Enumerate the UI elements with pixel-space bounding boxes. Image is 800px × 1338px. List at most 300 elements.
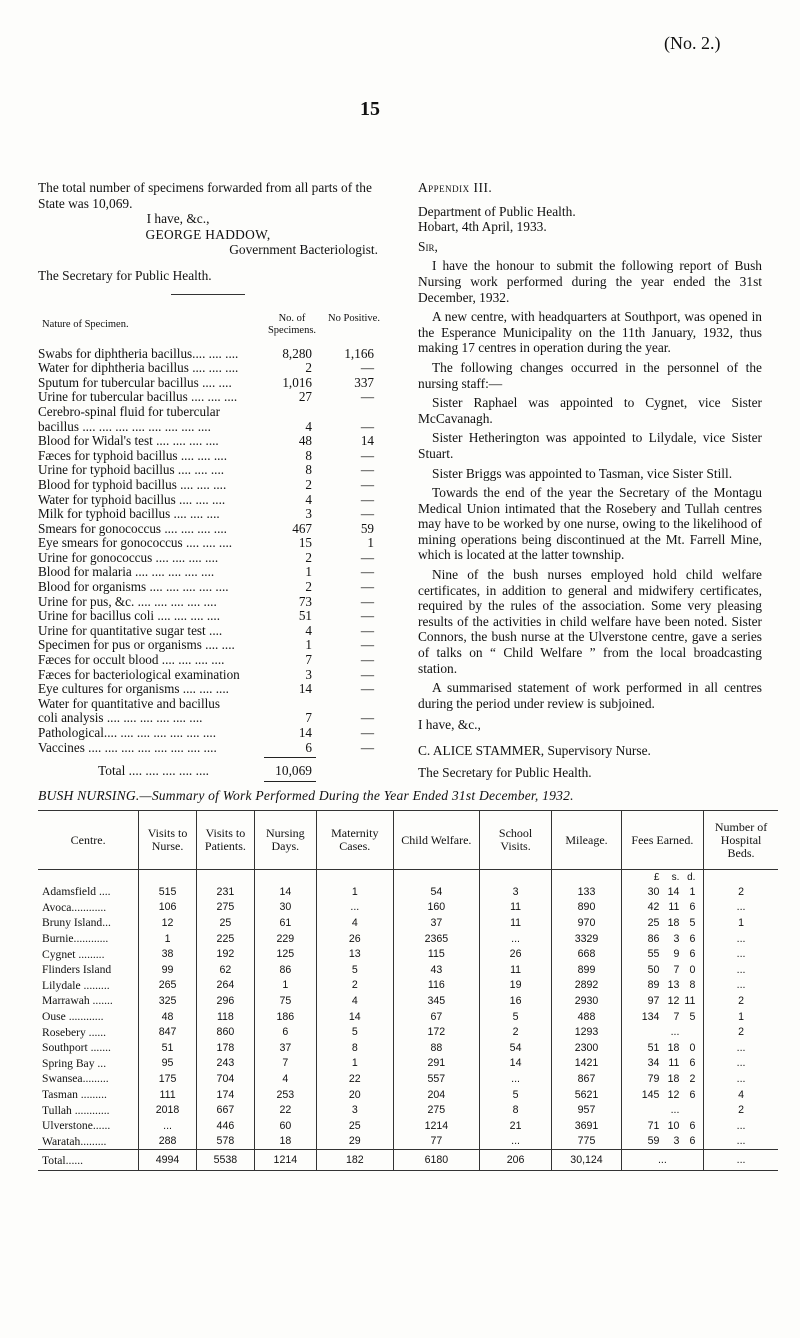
cell-centre: Lilydale ......... [42, 978, 110, 992]
shilling-sign: s. [671, 871, 680, 883]
cell-mileage: 488 [552, 1009, 621, 1025]
cell-beds: 1 [704, 1009, 778, 1025]
cell-centre: Burnie............ [42, 932, 109, 946]
cell-days: 30 [254, 900, 316, 916]
cell-fees [621, 915, 703, 931]
cell-centre: Tasman ......... [42, 1088, 107, 1102]
cell-patients: 275 [196, 900, 254, 916]
specimen-count: 1 [305, 637, 312, 653]
specimen-count: 8 [305, 447, 312, 463]
cell-welfare: 160 [393, 900, 479, 916]
cell-welfare: 1214 [393, 1118, 479, 1134]
specimen-positive: — [360, 462, 374, 478]
specimen-count: 467 [292, 520, 312, 536]
specimen-name: Blood for typhoid bacillus .... .... .... [38, 477, 227, 492]
specimen-positive: — [360, 506, 374, 522]
cell-mileage: 899 [552, 962, 621, 978]
para-3: The following changes occurred in the personnel of the nursing staff:— [418, 359, 762, 391]
col-positive: No Positive. [328, 312, 380, 324]
cell-patients: 178 [196, 1040, 254, 1056]
cell-beds: ... [704, 931, 778, 947]
total-mileage: 30,124 [552, 1150, 621, 1171]
cell-nurse: 2018 [139, 1102, 197, 1118]
cell-centre: Rosebery ...... [42, 1025, 107, 1039]
table-row [38, 1102, 778, 1118]
cell-nurse: 99 [139, 962, 197, 978]
cell-days: 4 [254, 1071, 316, 1087]
table-row [38, 962, 778, 978]
cell-patients: 264 [196, 978, 254, 994]
fee-fd: 6 [689, 948, 696, 961]
specimen-count: 2 [305, 549, 312, 565]
sum-rule-bottom [264, 781, 316, 782]
cell-days: 14 [254, 884, 316, 900]
cell-fees [621, 1024, 703, 1040]
cell-fees [621, 900, 703, 916]
specimen-positive: — [360, 447, 374, 463]
fee-fd: 5 [689, 1010, 696, 1023]
specimen-count: 1,016 [282, 374, 312, 390]
specimen-count: 73 [298, 593, 312, 609]
fee-fs: 14 [667, 885, 680, 898]
cell-fees [621, 1102, 703, 1118]
cell-beds: ... [704, 1040, 778, 1056]
fee-fl: 42 [647, 901, 660, 914]
specimen-count: 7 [305, 652, 312, 668]
cell-patients: 62 [196, 962, 254, 978]
cell-school: 11 [479, 915, 551, 931]
cell-mileage: 970 [552, 915, 621, 931]
col-visits-patients: Visits to Patients. [196, 811, 254, 870]
specimen-row [38, 449, 378, 464]
fee-fs: 18 [667, 916, 680, 929]
para-4: Towards the end of the year the Secretary of the Montagu Medical Union intimated that the Rosebery and Tullah centres may have to be worked by one nurse, owing to the likelihood of mining operations being discontinued at the Mt. Farrell Mine, which is located at the latter township. [418, 485, 762, 563]
supervisor-signature: C. ALICE STAMMER, Supervisory Nurse. [418, 743, 651, 758]
fee-fs: ... [670, 1026, 680, 1039]
col-visits-nurse: Visits to Nurse. [139, 811, 197, 870]
summary-body [38, 870, 778, 1171]
specimen-positive: — [360, 608, 374, 624]
cell-school: 11 [479, 900, 551, 916]
cell-nurse: 51 [139, 1040, 197, 1056]
place-date: Hobart, 4th April, 1933. [418, 219, 547, 235]
cell-maternity: 5 [316, 962, 393, 978]
specimen-count: 14 [298, 725, 312, 740]
summary-header-row [38, 811, 778, 870]
cell-school: 16 [479, 993, 551, 1009]
col-specimens: No. of Specimens. [267, 312, 317, 336]
cell-fees [621, 1087, 703, 1103]
cell-school: ... [479, 1071, 551, 1087]
cell-nurse: 111 [139, 1087, 197, 1103]
fee-fl: 51 [647, 1041, 660, 1054]
cell-mileage: 2892 [552, 978, 621, 994]
cell-maternity: 20 [316, 1087, 393, 1103]
fee-fd: 0 [689, 963, 696, 976]
para-2: A new centre, with headquarters at Southport, was opened in the Esperance Municipality on the 11th January, 1932, thus making 17 centres in operation during the year. [418, 309, 762, 356]
fee-fl: 134 [641, 1010, 660, 1023]
table-row [38, 978, 778, 994]
fee-fl: 59 [647, 1135, 660, 1148]
fee-fd: 8 [689, 979, 696, 992]
specimen-positive: — [360, 725, 374, 740]
specimen-name: Blood for Widal's test .... .... .... .... [38, 434, 219, 449]
specimen-row [38, 624, 378, 639]
table-row [38, 884, 778, 900]
cell-nurse: ... [139, 1118, 197, 1134]
closing-phrase: I have, &c., [146, 211, 210, 227]
currency-row [38, 870, 778, 885]
specimen-positive: — [360, 579, 374, 595]
fee-fd: 6 [689, 1135, 696, 1148]
col-child-welfare: Child Welfare. [393, 811, 479, 870]
specimen-row [38, 405, 378, 420]
cell-maternity: 29 [316, 1134, 393, 1150]
specimen-name: Blood for organisms .... .... .... .... .... [38, 580, 229, 595]
cell-beds: ... [704, 900, 778, 916]
cell-fees [621, 962, 703, 978]
specimen-positive: — [360, 360, 374, 376]
specimen-name: Fæces for bacteriological examination [38, 667, 240, 682]
cell-beds: 2 [704, 993, 778, 1009]
intro-paragraph: The total number of specimens forwarded from all parts of the State was 10,069. [38, 180, 372, 211]
cell-mileage: 3329 [552, 931, 621, 947]
cell-school: 21 [479, 1118, 551, 1134]
sum-rule [264, 757, 316, 758]
specimen-row [38, 376, 378, 391]
cell-centre: Swansea......... [42, 1072, 109, 1086]
specimen-name: Vaccines .... .... .... .... .... .... .... .... [38, 740, 217, 755]
cell-welfare: 345 [393, 993, 479, 1009]
specimen-row [38, 507, 378, 522]
summary-title: BUSH NURSING.—Summary of Work Performed During the Year Ended 31st December, 1932. [38, 788, 574, 803]
cell-maternity: 4 [316, 915, 393, 931]
specimen-row [38, 493, 378, 508]
fee-fs: 18 [667, 1072, 680, 1085]
specimen-positive: — [360, 593, 374, 609]
fee-fd: 0 [689, 1041, 696, 1054]
specimen-name: coli analysis .... .... .... .... .... .... [38, 711, 203, 726]
cell-days: 86 [254, 962, 316, 978]
specimen-positive: — [360, 710, 374, 726]
cell-welfare: 88 [393, 1040, 479, 1056]
fee-fd: 6 [689, 1057, 696, 1070]
cell-days: 1 [254, 978, 316, 994]
specimen-table-body [38, 347, 378, 756]
cell-maternity: 3 [316, 1102, 393, 1118]
fee-fl: 30 [647, 885, 660, 898]
total-nurse: 4994 [139, 1150, 197, 1171]
cell-fees [621, 1056, 703, 1072]
cell-patients: 192 [196, 946, 254, 962]
cell-mileage: 133 [552, 884, 621, 900]
fee-fd: 5 [689, 916, 696, 929]
cell-centre: Southport ....... [42, 1041, 111, 1055]
specimen-name: Water for quantitative and bacillus [38, 696, 221, 711]
cell-maternity: 26 [316, 931, 393, 947]
cell-patients: 860 [196, 1024, 254, 1040]
cell-patients: 296 [196, 993, 254, 1009]
total-row [38, 1150, 778, 1171]
cell-patients: 118 [196, 1009, 254, 1025]
specimen-count: 4 [305, 418, 312, 434]
cell-welfare: 37 [393, 915, 479, 931]
cell-mileage: 668 [552, 946, 621, 962]
fee-fs: 13 [667, 979, 680, 992]
cell-patients: 25 [196, 915, 254, 931]
cell-nurse: 847 [139, 1024, 197, 1040]
cell-school: ... [479, 931, 551, 947]
cell-welfare: 67 [393, 1009, 479, 1025]
cell-days: 6 [254, 1024, 316, 1040]
cell-beds: ... [704, 1118, 778, 1134]
specimen-name: bacillus .... .... .... .... .... .... .... .... [38, 419, 211, 434]
cell-patients: 243 [196, 1056, 254, 1072]
cell-beds: 2 [704, 1102, 778, 1118]
specimen-name: Urine for gonococcus .... .... .... .... [38, 550, 219, 565]
cell-fees [621, 884, 703, 900]
specimen-count: 15 [298, 535, 312, 551]
cell-patients: 225 [196, 931, 254, 947]
fee-fs: 7 [673, 1010, 680, 1023]
cell-mileage: 867 [552, 1071, 621, 1087]
table-row [38, 946, 778, 962]
specimen-row [38, 682, 378, 697]
specimen-count: 3 [305, 506, 312, 522]
signature-title: Government Bacteriologist. [229, 242, 378, 258]
cell-school: 19 [479, 978, 551, 994]
specimen-name: Urine for typhoid bacillus .... .... .... [38, 463, 225, 478]
table-row [38, 1009, 778, 1025]
closing-phrase-right: I have, &c., [418, 717, 481, 733]
specimen-positive: — [360, 564, 374, 580]
cell-days: 60 [254, 1118, 316, 1134]
total-days: 1214 [254, 1150, 316, 1171]
table-row [38, 931, 778, 947]
specimen-row [38, 390, 378, 405]
fee-fs: 9 [673, 948, 680, 961]
cell-school: 54 [479, 1040, 551, 1056]
cell-maternity: 4 [316, 993, 393, 1009]
fee-fl: 55 [647, 948, 660, 961]
specimen-name: Urine for quantitative sugar test .... [38, 623, 223, 638]
specimen-name: Water for typhoid bacillus .... .... .... [38, 492, 226, 507]
cell-fees [621, 931, 703, 947]
fee-fd: 2 [689, 1072, 696, 1085]
cell-patients: 704 [196, 1071, 254, 1087]
col-nature: Nature of Specimen. [42, 318, 129, 330]
cell-school: 14 [479, 1056, 551, 1072]
left-column [38, 180, 378, 783]
cell-maternity: 13 [316, 946, 393, 962]
cell-beds: 2 [704, 884, 778, 900]
cell-fees [621, 1040, 703, 1056]
specimen-row [38, 741, 378, 756]
total-label: Total .... .... .... .... .... [98, 763, 210, 779]
fee-fs: 11 [668, 1057, 680, 1070]
cell-mileage: 775 [552, 1134, 621, 1150]
table-row [38, 993, 778, 1009]
specimen-positive: 1,166 [344, 345, 374, 361]
specimen-count: 2 [305, 476, 312, 492]
col-maternity: Maternity Cases. [316, 811, 393, 870]
specimen-name: Specimen for pus or organisms .... .... [38, 638, 235, 653]
cell-days: 75 [254, 993, 316, 1009]
cell-maternity: 5 [316, 1024, 393, 1040]
cell-school: 26 [479, 946, 551, 962]
cell-welfare: 275 [393, 1102, 479, 1118]
cell-patients: 231 [196, 884, 254, 900]
cell-welfare: 116 [393, 978, 479, 994]
cell-patients: 578 [196, 1134, 254, 1150]
table-row [38, 1118, 778, 1134]
cell-beds: ... [704, 1071, 778, 1087]
specimen-positive: — [360, 476, 374, 492]
cell-centre: Flinders Island [42, 963, 112, 977]
specimen-row [38, 478, 378, 493]
cell-school: 3 [479, 884, 551, 900]
cell-nurse: 288 [139, 1134, 197, 1150]
table-row [38, 1087, 778, 1103]
col-centre: Centre. [38, 811, 139, 870]
fee-fd: 6 [689, 1119, 696, 1132]
cell-centre: Avoca............ [42, 900, 107, 914]
specimen-row [38, 609, 378, 624]
col-mileage: Mileage. [552, 811, 621, 870]
fee-fl: 50 [647, 963, 660, 976]
cell-nurse: 95 [139, 1056, 197, 1072]
cell-mileage: 5621 [552, 1087, 621, 1103]
specimen-count: 14 [298, 681, 312, 697]
specimen-row [38, 434, 378, 449]
fee-fs: ... [670, 1104, 680, 1117]
cell-beds: 1 [704, 915, 778, 931]
specimen-row [38, 565, 378, 580]
specimen-count: 7 [305, 710, 312, 726]
fee-fs: 10 [667, 1119, 680, 1132]
cell-patients: 446 [196, 1118, 254, 1134]
pence-sign: d. [687, 871, 696, 883]
specimen-name: Water for diphtheria bacillus .... .... .... [38, 361, 239, 376]
cell-nurse: 1 [139, 931, 197, 947]
total-patients: 5538 [196, 1150, 254, 1171]
fee-fd: 6 [689, 932, 696, 945]
cell-maternity: ... [316, 900, 393, 916]
cell-mileage: 957 [552, 1102, 621, 1118]
specimen-count: 2 [305, 360, 312, 376]
fee-fl: 34 [647, 1057, 660, 1070]
specimen-row [38, 653, 378, 668]
cell-maternity: 25 [316, 1118, 393, 1134]
specimen-row [38, 638, 378, 653]
cell-welfare: 54 [393, 884, 479, 900]
specimen-count: 8,280 [282, 345, 312, 361]
page-number: 15 [360, 98, 380, 120]
fee-fd: 6 [689, 1088, 696, 1101]
cell-centre: Ouse ............ [42, 1010, 104, 1024]
specimen-row [38, 463, 378, 478]
specimen-count: 51 [298, 608, 312, 624]
cell-days: 253 [254, 1087, 316, 1103]
cell-nurse: 106 [139, 900, 197, 916]
cell-days: 61 [254, 915, 316, 931]
total-centre: Total...... [38, 1150, 139, 1171]
specimen-count: 8 [305, 462, 312, 478]
specimen-count: 2 [305, 579, 312, 595]
cell-school: 2 [479, 1024, 551, 1040]
specimen-total-row [38, 759, 378, 783]
staff-change-3: Sister Briggs was appointed to Tasman, vice Sister Still. [432, 465, 733, 481]
specimen-name: Swabs for diphtheria bacillus.... .... .... [38, 346, 239, 361]
specimen-positive: 337 [354, 374, 374, 390]
cell-mileage: 1421 [552, 1056, 621, 1072]
table-row [38, 1071, 778, 1087]
cell-patients: 174 [196, 1087, 254, 1103]
staff-change-2: Sister Hetherington was appointed to Lilydale, vice Sister Stuart. [418, 430, 762, 461]
specimen-positive: — [360, 418, 374, 434]
specimen-positive: — [360, 681, 374, 697]
cell-centre: Marrawah ....... [42, 994, 113, 1008]
fee-fs: 11 [668, 901, 680, 914]
cell-days: 7 [254, 1056, 316, 1072]
cell-fees [621, 1118, 703, 1134]
para-6: A summarised statement of work performed in all centres during the period under review is subjoined. [418, 680, 762, 711]
total-school: 206 [479, 1150, 551, 1171]
cell-centre: Waratah......... [42, 1134, 107, 1148]
col-nursing-days: Nursing Days. [254, 811, 316, 870]
fee-fl: 97 [647, 994, 660, 1007]
specimen-name: Urine for bacillus coli .... .... .... .... [38, 609, 221, 624]
specimen-name: Eye cultures for organisms .... .... .... [38, 682, 229, 697]
specimen-name: Cerebro-spinal fluid for tubercular [38, 404, 220, 419]
cell-nurse: 38 [139, 946, 197, 962]
cell-nurse: 515 [139, 884, 197, 900]
cell-beds: 4 [704, 1087, 778, 1103]
cell-mileage: 890 [552, 900, 621, 916]
specimen-positive: — [360, 666, 374, 682]
total-value: 10,069 [275, 763, 312, 779]
specimen-name: Smears for gonococcus .... .... .... .... [38, 521, 227, 536]
total-welfare: 6180 [393, 1150, 479, 1171]
appendix-heading: Appendix III. [418, 180, 493, 195]
cell-beds: ... [704, 946, 778, 962]
fee-fs: 12 [667, 994, 680, 1007]
cell-maternity: 2 [316, 978, 393, 994]
cell-nurse: 265 [139, 978, 197, 994]
department: Department of Public Health. [418, 203, 576, 219]
summary-table [38, 810, 778, 1171]
cell-school: 5 [479, 1087, 551, 1103]
specimen-positive: 14 [360, 433, 374, 449]
cell-nurse: 175 [139, 1071, 197, 1087]
col-school-visits: School Visits. [479, 811, 551, 870]
specimen-positive: — [360, 652, 374, 668]
specimen-count: 3 [305, 666, 312, 682]
specimen-row [38, 420, 378, 435]
fee-fs: 3 [673, 1135, 680, 1148]
cell-maternity: 22 [316, 1071, 393, 1087]
cell-welfare: 557 [393, 1071, 479, 1087]
cell-beds: ... [704, 1134, 778, 1150]
cell-nurse: 12 [139, 915, 197, 931]
cell-centre: Ulverstone...... [42, 1119, 111, 1133]
specimen-count: 4 [305, 622, 312, 638]
fee-fl: 71 [647, 1119, 660, 1132]
specimen-positive: — [360, 637, 374, 653]
specimen-table-header [38, 313, 378, 347]
cell-days: 229 [254, 931, 316, 947]
fee-fs: 18 [667, 1041, 680, 1054]
